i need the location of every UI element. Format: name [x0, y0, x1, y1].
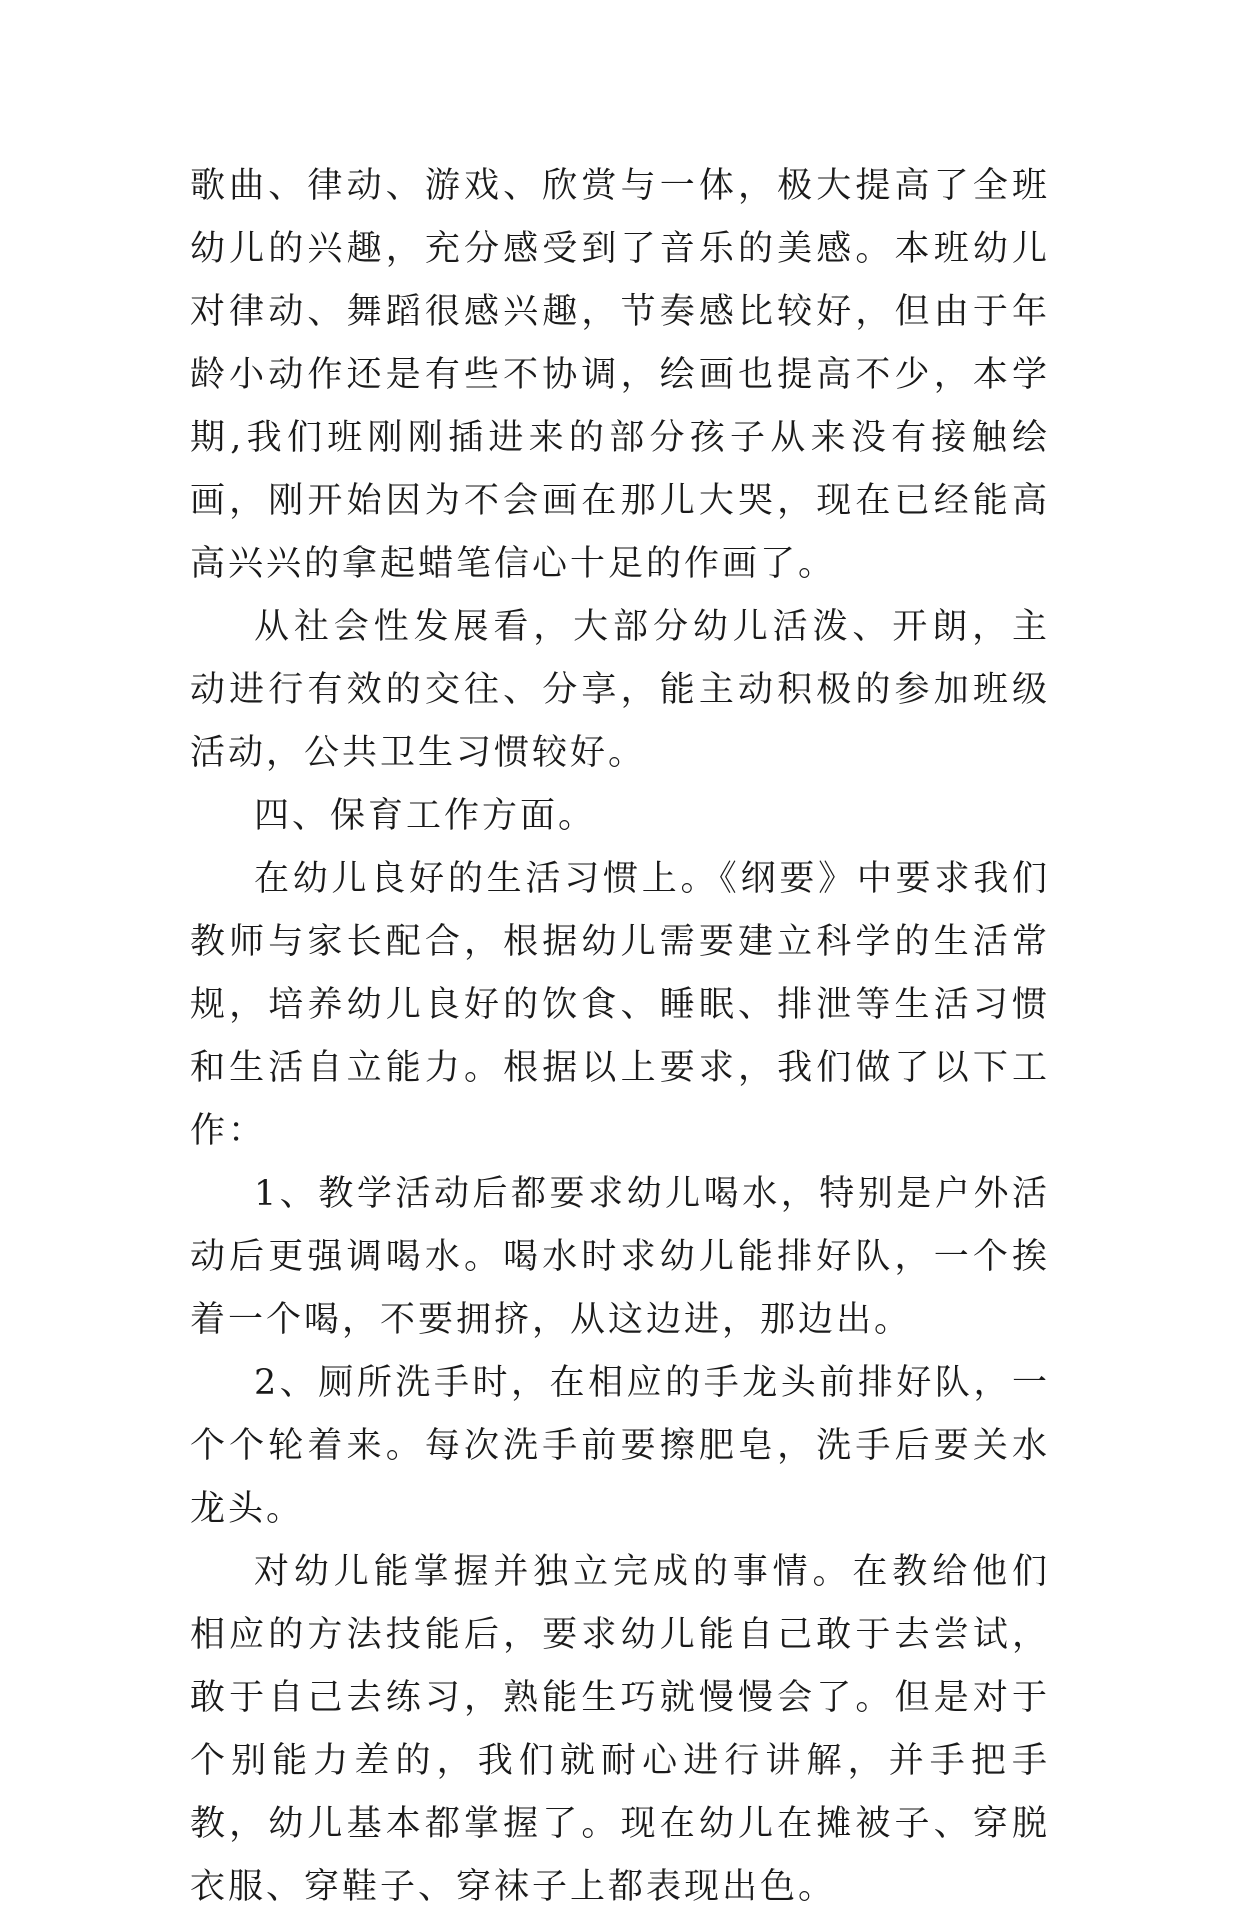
document-page [190, 155, 1050, 1919]
paragraph-3: 在幼儿良好的生活习惯上。《纲要》中要求我们教师与家长配合，根据幼儿需要建立科学的生活常规，培养幼儿良好的饮食、睡眠、排泄等生活习惯和生活自立能力。根据以上要求，我们做了以下工作： [190, 859, 1050, 1151]
paragraph-1: 歌曲、律动、游戏、欣赏与一体，极大提高了全班幼儿的兴趣，充分感受到了音乐的美感。本班幼儿对律动、舞蹈很感兴趣，节奏感比较好，但由于年龄小动作还是有些不协调，绘画也提高不少，本学期,我们班刚刚插进来的部分孩子从来没有接触绘画，刚开始因为不会画在那儿大哭，现在已经能高高兴兴的拿起蜡笔信心十足的作画了。 [190, 166, 1050, 584]
list-item-1: 1、教学活动后都要求幼儿喝水，特别是户外活动后更强调喝水。喝水时求幼儿能排好队，一个挨着一个喝，不要拥挤，从这边进，那边出。 [190, 1174, 1050, 1340]
paragraph-4: 对幼儿能掌握并独立完成的事情。在教给他们相应的方法技能后，要求幼儿能自己敢于去尝试，敢于自己去练习，熟能生巧就慢慢会了。但是对于个别能力差的，我们就耐心进行讲解，并手把手教，幼儿基本都掌握了。现在幼儿在摊被子、穿脱衣服、穿鞋子、穿袜子上都表现出色。 [190, 1552, 1050, 1907]
paragraph-2: 从社会性发展看，大部分幼儿活泼、开朗，主动进行有效的交往、分享，能主动积极的参加班级活动，公共卫生习惯较好。 [190, 607, 1050, 773]
list-item-2: 2、厕所洗手时，在相应的手龙头前排好队，一个个轮着来。每次洗手前要擦肥皂，洗手后要关水龙头。 [190, 1363, 1050, 1529]
section-heading: 四、保育工作方面。 [254, 796, 597, 836]
